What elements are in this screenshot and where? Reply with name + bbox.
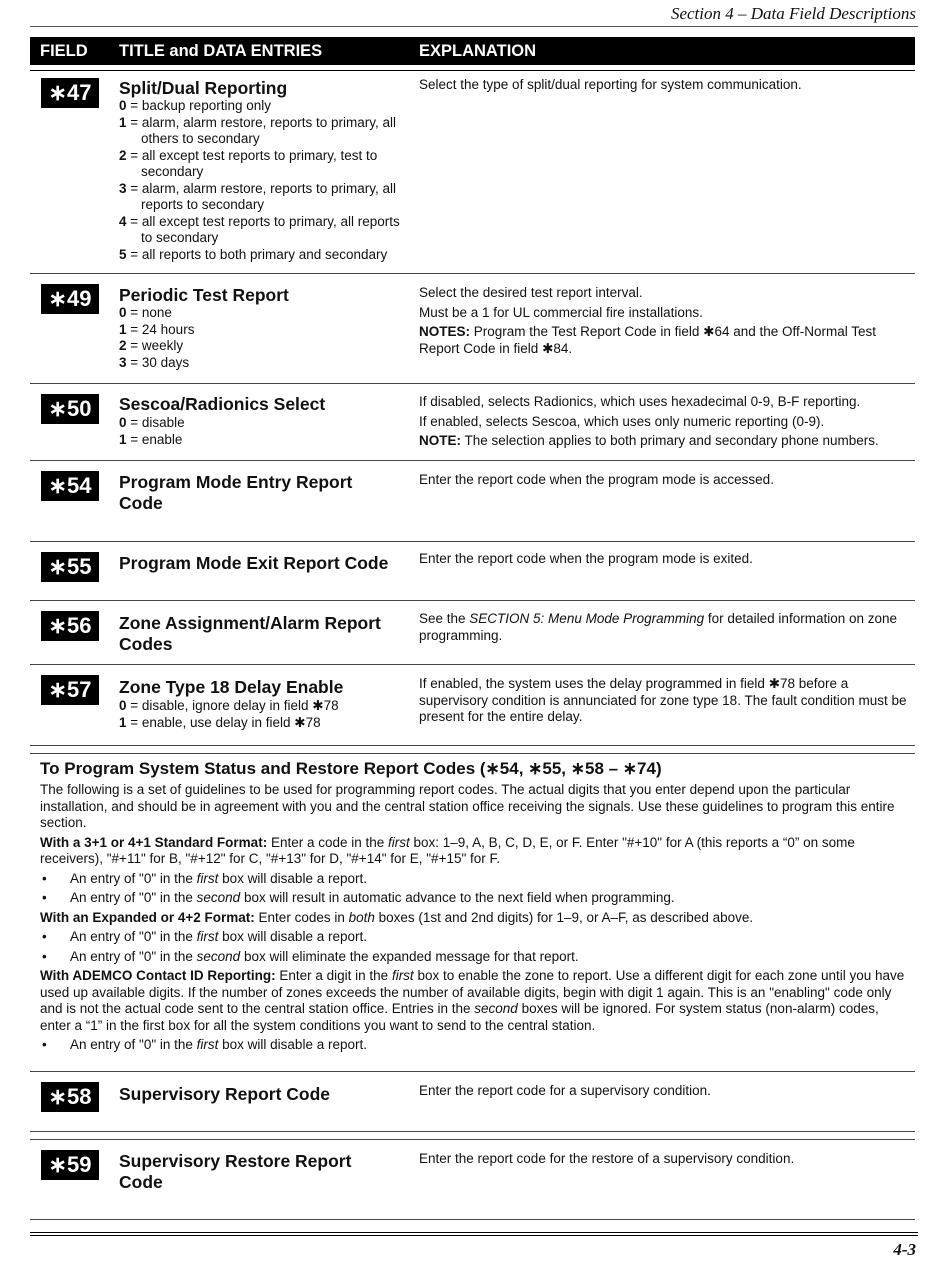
col-field-header: FIELD	[40, 42, 88, 60]
field-entries	[119, 98, 409, 263]
contact-id-paragraph: With ADEMCO Contact ID Reporting: Enter a digit in the first box to enable the zone to report. Use a different digit for each zone until you have used up available digits. If the number of zones exceeds the number of available digits, begin with digit 1 again. This is an "enabling" code only and is not the actual code sent to the central station office. Entries in the second boxes will be ignored. For system status (non-alarm) codes, enter a “1” in the first box for all the system conditions you want to send to the central station.	[40, 968, 905, 1033]
entry: 1 = enable	[119, 431, 183, 447]
field-title: Zone Type 18 Delay Enable	[119, 677, 344, 697]
field-explanation: Select the type of split/dual reporting for system communication.	[419, 77, 802, 92]
field-explanation: If disabled, selects Radionics, which uses hexadecimal 0-9, B-F reporting. If enabled, selects Sescoa, which uses only numeric reporting (0-9). NOTE: The selection applies to both primary and secondary phone numbers.	[419, 394, 879, 448]
field-badge: ∗58	[41, 1082, 99, 1112]
field-explanation: Enter the report code for the restore of a supervisory condition.	[419, 1151, 795, 1166]
field-title: Sescoa/Radionics Select	[119, 394, 326, 414]
entry: 1 = 24 hours	[119, 321, 195, 337]
bullet-item: • An entry of "0" in the second box will eliminate the expanded message for that report.	[40, 949, 910, 966]
bullet-item: • An entry of "0" in the first box will disable a report.	[40, 871, 910, 888]
field-title: Supervisory Report Code	[119, 1084, 331, 1104]
guidelines-title: To Program System Status and Restore Report Codes (∗54, ∗55, ∗58 – ∗74)	[40, 759, 662, 778]
row-separator	[30, 1219, 915, 1220]
entry: 0 = disable, ignore delay in field ✱78	[119, 698, 339, 713]
standard-format-paragraph: With a 3+1 or 4+1 Standard Format: Enter a code in the first box: 1–9, A, B, C, D, E, or F. Enter "#+10" for A (this reports a “0” on some receivers), "#+11" for B, "#+12" for C, "#+13" for D, "#+14" for E, "#+15" for F.	[40, 834, 855, 866]
bullet-item: • An entry of "0" in the second box will result in automatic advance to the next field when programming.	[40, 890, 910, 907]
row-separator	[30, 745, 915, 746]
entry: 5 = all reports to both primary and secondary	[119, 246, 388, 262]
field-badge: ∗55	[41, 552, 99, 582]
field-badge: ∗57	[41, 675, 99, 705]
field-badge: ∗50	[41, 394, 99, 424]
guidelines-intro: The following is a set of guidelines to be used for programming report codes. The actual digits that you enter depend upon the particular installation, and should be in agreement with you and the central station office receiving the signals. Use these guidelines to program this entire section.	[40, 782, 895, 830]
field-explanation: If enabled, the system uses the delay programmed in field ✱78 before a supervisory condition is annunciated for zone type 18. The fault condition must be present for the entire delay.	[419, 676, 907, 724]
field-row-47	[30, 72, 915, 272]
field-explanation: Select the desired test report interval. Must be a 1 for UL commercial fire installations. NOTES: Program the Test Report Code in field ✱64 and the Off-Normal Test Report Code in field ✱84.	[419, 285, 877, 356]
row-separator	[30, 1131, 915, 1132]
col-title-header: TITLE and DATA ENTRIES	[119, 42, 323, 60]
field-row-56	[30, 601, 915, 663]
field-entries	[119, 698, 409, 731]
entry: 0 = disable	[119, 415, 185, 430]
field-explanation: Enter the report code when the program mode is accessed.	[419, 472, 774, 487]
field-badge: ∗49	[41, 284, 99, 314]
header-rule	[30, 70, 915, 71]
entry: 2 = weekly	[119, 338, 184, 353]
field-title: Program Mode Entry Report Code	[119, 472, 353, 513]
page-number: 4-3	[893, 1240, 916, 1259]
entry: 4 = all except test reports to primary, all reports to secondary	[119, 213, 400, 245]
field-title: Supervisory Restore Report Code	[119, 1151, 352, 1192]
field-entries	[119, 415, 409, 448]
bullet-item: • An entry of "0" in the first box will disable a report.	[40, 1037, 910, 1054]
field-explanation: Enter the report code when the program mode is exited.	[419, 551, 753, 566]
field-title: Program Mode Exit Report Code	[119, 553, 389, 573]
entry: 1 = enable, use delay in field ✱78	[119, 714, 321, 730]
entry: 0 = none	[119, 305, 172, 320]
entry: 0 = backup reporting only	[119, 98, 271, 113]
entry: 2 = all except test reports to primary, test to secondary	[119, 147, 378, 179]
field-row-59	[30, 1140, 915, 1218]
field-title: Split/Dual Reporting	[119, 78, 288, 98]
field-row-50	[30, 384, 915, 460]
guidelines-body	[40, 782, 910, 1057]
field-row-49	[30, 274, 915, 382]
field-badge: ∗56	[41, 611, 99, 641]
section-title: Section 4 – Data Field Descriptions	[670, 4, 916, 23]
col-explanation-header: EXPLANATION	[419, 42, 537, 60]
field-row-57	[30, 665, 915, 745]
field-row-54	[30, 461, 915, 541]
field-badge: ∗59	[41, 1150, 99, 1180]
field-explanation: Enter the report code for a supervisory condition.	[419, 1083, 711, 1098]
field-badge: ∗47	[41, 78, 99, 108]
field-entries	[119, 305, 409, 371]
field-title: Zone Assignment/Alarm Report Codes	[119, 613, 381, 654]
bullet-item: • An entry of "0" in the first box will disable a report.	[40, 929, 910, 946]
field-explanation: See the SECTION 5: Menu Mode Programming for detailed information on zone programming.	[419, 611, 898, 643]
entry: 3 = 30 days	[119, 354, 190, 370]
entry: 3 = alarm, alarm restore, reports to primary, all reports to secondary	[119, 180, 396, 212]
bottom-rule	[30, 1232, 918, 1233]
field-badge: ∗54	[41, 471, 99, 501]
expanded-format-paragraph: With an Expanded or 4+2 Format: Enter codes in both boxes (1st and 2nd digits) for 1–9, or A–F, as described above.	[40, 909, 754, 925]
field-row-58	[30, 1072, 915, 1130]
top-rule	[30, 26, 918, 27]
field-title: Periodic Test Report	[119, 285, 289, 305]
field-row-55	[30, 542, 915, 600]
table-header	[30, 37, 915, 65]
bottom-rule	[30, 1235, 918, 1236]
entry: 1 = alarm, alarm restore, reports to primary, all others to secondary	[119, 114, 396, 146]
row-separator	[30, 753, 915, 754]
